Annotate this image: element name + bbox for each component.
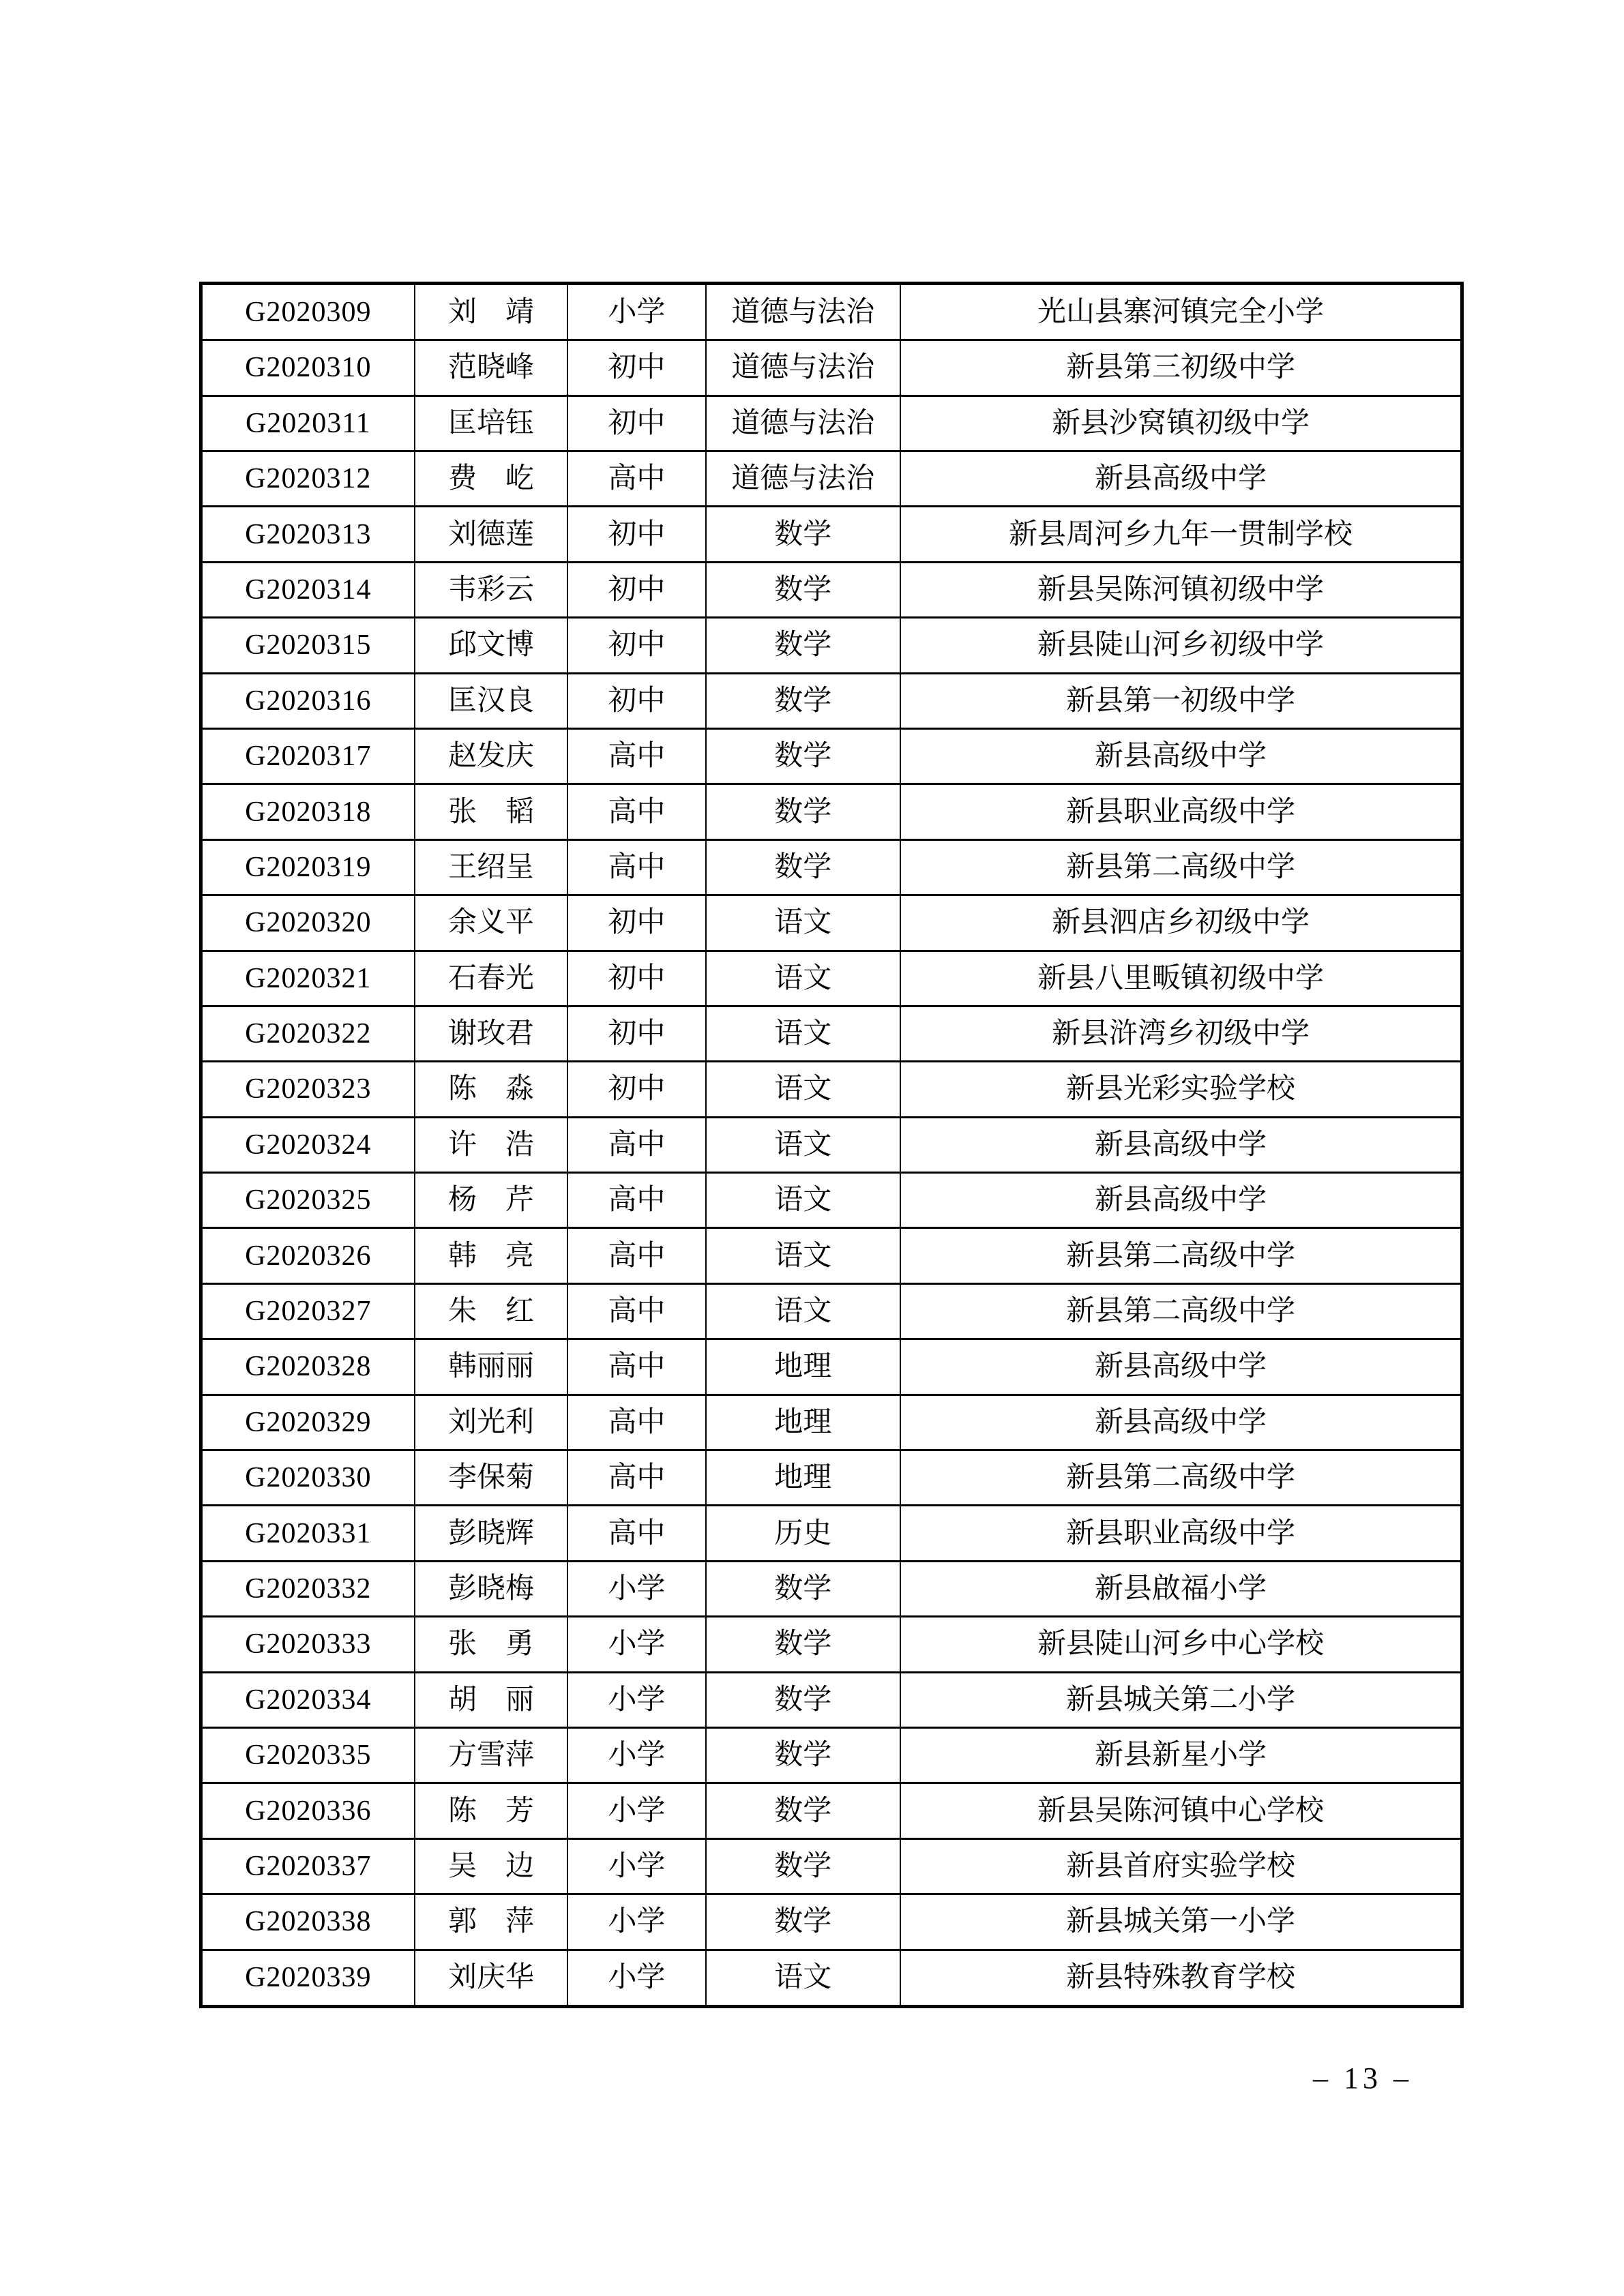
cell-teacher-id: G2020320 (201, 895, 415, 951)
cell-teacher-id: G2020322 (201, 1006, 415, 1061)
table-row (201, 340, 1462, 396)
cell-school-level: 高中 (567, 784, 705, 839)
cell-teacher-id: G2020321 (201, 951, 415, 1006)
cell-subject: 数学 (706, 1838, 900, 1894)
cell-teacher-name: 彭晓梅 (415, 1561, 567, 1616)
cell-school-name: 新县陡山河乡中心学校 (900, 1617, 1462, 1672)
table-row (201, 451, 1462, 506)
cell-school-level: 高中 (567, 1117, 705, 1172)
cell-teacher-name: 韦彩云 (415, 562, 567, 617)
cell-teacher-name: 方雪萍 (415, 1727, 567, 1783)
table-row (201, 1450, 1462, 1506)
cell-teacher-name: 谢玫君 (415, 1006, 567, 1061)
cell-subject: 语文 (706, 895, 900, 951)
cell-school-name: 新县首府实验学校 (900, 1838, 1462, 1894)
cell-school-level: 高中 (567, 1283, 705, 1339)
cell-teacher-name: 胡 丽 (415, 1672, 567, 1727)
cell-teacher-name: 刘 靖 (415, 284, 567, 340)
cell-school-level: 小学 (567, 1561, 705, 1616)
cell-teacher-name: 范晓峰 (415, 340, 567, 396)
cell-subject: 语文 (706, 951, 900, 1006)
cell-teacher-name: 余义平 (415, 895, 567, 951)
cell-subject: 地理 (706, 1395, 900, 1450)
cell-teacher-id: G2020332 (201, 1561, 415, 1616)
cell-subject: 数学 (706, 728, 900, 784)
cell-school-name: 新县高级中学 (900, 728, 1462, 784)
cell-teacher-id: G2020314 (201, 562, 415, 617)
table-row (201, 1283, 1462, 1339)
cell-subject: 语文 (706, 1950, 900, 2006)
cell-teacher-id: G2020318 (201, 784, 415, 839)
table-row (201, 1783, 1462, 1838)
table-row (201, 728, 1462, 784)
teacher-roster-table-wrap (199, 282, 1464, 2008)
cell-teacher-id: G2020317 (201, 728, 415, 784)
cell-teacher-id: G2020324 (201, 1117, 415, 1172)
table-row (201, 1006, 1462, 1061)
cell-teacher-id: G2020333 (201, 1617, 415, 1672)
table-row (201, 1062, 1462, 1117)
cell-school-name: 新县浒湾乡初级中学 (900, 1006, 1462, 1061)
cell-school-name: 新县吴陈河镇初级中学 (900, 562, 1462, 617)
cell-subject: 数学 (706, 1672, 900, 1727)
cell-subject: 语文 (706, 1062, 900, 1117)
cell-subject: 历史 (706, 1506, 900, 1561)
cell-school-level: 初中 (567, 1062, 705, 1117)
table-row (201, 839, 1462, 895)
cell-teacher-id: G2020309 (201, 284, 415, 340)
cell-school-name: 新县八里畈镇初级中学 (900, 951, 1462, 1006)
cell-school-name: 新县城关第二小学 (900, 1672, 1462, 1727)
cell-teacher-name: 匡培钰 (415, 396, 567, 451)
cell-teacher-name: 韩丽丽 (415, 1339, 567, 1395)
table-body (201, 284, 1462, 2007)
cell-teacher-id: G2020313 (201, 507, 415, 562)
cell-teacher-name: 张 勇 (415, 1617, 567, 1672)
table-row (201, 1617, 1462, 1672)
teacher-roster-table (199, 282, 1464, 2008)
table-row (201, 1173, 1462, 1228)
table-row (201, 1838, 1462, 1894)
cell-school-level: 高中 (567, 1450, 705, 1506)
table-row (201, 1506, 1462, 1561)
cell-subject: 语文 (706, 1117, 900, 1172)
table-row (201, 1117, 1462, 1172)
cell-teacher-id: G2020331 (201, 1506, 415, 1561)
cell-subject: 语文 (706, 1173, 900, 1228)
cell-teacher-id: G2020336 (201, 1783, 415, 1838)
cell-teacher-id: G2020339 (201, 1950, 415, 2006)
cell-teacher-name: 吴 边 (415, 1838, 567, 1894)
cell-school-level: 初中 (567, 951, 705, 1006)
cell-school-name: 新县周河乡九年一贯制学校 (900, 507, 1462, 562)
cell-teacher-id: G2020328 (201, 1339, 415, 1395)
cell-subject: 数学 (706, 507, 900, 562)
table-row (201, 1228, 1462, 1283)
cell-teacher-name: 王绍呈 (415, 839, 567, 895)
cell-subject: 语文 (706, 1006, 900, 1061)
cell-school-name: 新县高级中学 (900, 1339, 1462, 1395)
cell-school-level: 初中 (567, 1006, 705, 1061)
cell-school-name: 新县新星小学 (900, 1727, 1462, 1783)
cell-school-level: 小学 (567, 1783, 705, 1838)
table-row (201, 1727, 1462, 1783)
cell-school-name: 新县陡山河乡初级中学 (900, 618, 1462, 673)
cell-school-level: 高中 (567, 1395, 705, 1450)
cell-school-level: 初中 (567, 507, 705, 562)
cell-teacher-name: 费 屹 (415, 451, 567, 506)
cell-subject: 数学 (706, 839, 900, 895)
cell-school-level: 高中 (567, 1339, 705, 1395)
cell-school-name: 新县第二高级中学 (900, 839, 1462, 895)
table-row (201, 618, 1462, 673)
cell-school-name: 新县高级中学 (900, 451, 1462, 506)
cell-school-name: 新县高级中学 (900, 1395, 1462, 1450)
cell-teacher-id: G2020315 (201, 618, 415, 673)
cell-school-level: 高中 (567, 839, 705, 895)
cell-school-name: 新县第三初级中学 (900, 340, 1462, 396)
cell-subject: 语文 (706, 1228, 900, 1283)
cell-teacher-id: G2020316 (201, 673, 415, 728)
cell-teacher-name: 韩 亮 (415, 1228, 567, 1283)
cell-school-name: 新县第二高级中学 (900, 1228, 1462, 1283)
cell-school-name: 新县啟福小学 (900, 1561, 1462, 1616)
table-row (201, 1395, 1462, 1450)
cell-teacher-id: G2020327 (201, 1283, 415, 1339)
cell-teacher-name: 许 浩 (415, 1117, 567, 1172)
cell-school-level: 初中 (567, 340, 705, 396)
cell-school-name: 新县吴陈河镇中心学校 (900, 1783, 1462, 1838)
page-number: – 13 – (1313, 2061, 1413, 2095)
cell-school-name: 新县职业高级中学 (900, 1506, 1462, 1561)
table-row (201, 1894, 1462, 1950)
cell-teacher-name: 石春光 (415, 951, 567, 1006)
cell-teacher-id: G2020335 (201, 1727, 415, 1783)
table-row (201, 951, 1462, 1006)
cell-school-level: 小学 (567, 1950, 705, 2006)
cell-subject: 数学 (706, 1561, 900, 1616)
cell-subject: 地理 (706, 1339, 900, 1395)
cell-school-level: 小学 (567, 1617, 705, 1672)
cell-school-level: 初中 (567, 895, 705, 951)
cell-school-name: 光山县寨河镇完全小学 (900, 284, 1462, 340)
cell-teacher-id: G2020323 (201, 1062, 415, 1117)
cell-school-name: 新县高级中学 (900, 1173, 1462, 1228)
cell-school-name: 新县泗店乡初级中学 (900, 895, 1462, 951)
cell-subject: 道德与法治 (706, 396, 900, 451)
cell-school-level: 初中 (567, 618, 705, 673)
cell-subject: 道德与法治 (706, 284, 900, 340)
cell-teacher-name: 邱文博 (415, 618, 567, 673)
cell-school-name: 新县特殊教育学校 (900, 1950, 1462, 2006)
cell-teacher-name: 刘光利 (415, 1395, 567, 1450)
cell-school-level: 高中 (567, 1173, 705, 1228)
cell-teacher-name: 张 韬 (415, 784, 567, 839)
cell-subject: 数学 (706, 1894, 900, 1950)
cell-teacher-name: 刘庆华 (415, 1950, 567, 2006)
cell-teacher-id: G2020326 (201, 1228, 415, 1283)
cell-school-name: 新县光彩实验学校 (900, 1062, 1462, 1117)
cell-subject: 数学 (706, 784, 900, 839)
cell-teacher-name: 陈 芳 (415, 1783, 567, 1838)
cell-teacher-id: G2020311 (201, 396, 415, 451)
cell-school-name: 新县沙窝镇初级中学 (900, 396, 1462, 451)
cell-teacher-id: G2020338 (201, 1894, 415, 1950)
cell-school-level: 初中 (567, 673, 705, 728)
cell-teacher-id: G2020337 (201, 1838, 415, 1894)
table-row (201, 1339, 1462, 1395)
cell-school-level: 高中 (567, 728, 705, 784)
cell-teacher-name: 陈 淼 (415, 1062, 567, 1117)
cell-school-level: 小学 (567, 1894, 705, 1950)
cell-school-level: 初中 (567, 562, 705, 617)
cell-subject: 数学 (706, 1783, 900, 1838)
table-row (201, 784, 1462, 839)
cell-school-level: 高中 (567, 451, 705, 506)
cell-subject: 数学 (706, 1727, 900, 1783)
cell-school-level: 高中 (567, 1506, 705, 1561)
table-row (201, 1672, 1462, 1727)
cell-teacher-name: 李保菊 (415, 1450, 567, 1506)
cell-teacher-name: 赵发庆 (415, 728, 567, 784)
cell-teacher-id: G2020334 (201, 1672, 415, 1727)
cell-teacher-name: 杨 芹 (415, 1173, 567, 1228)
table-row (201, 284, 1462, 340)
cell-teacher-id: G2020330 (201, 1450, 415, 1506)
cell-subject: 道德与法治 (706, 451, 900, 506)
table-row (201, 1950, 1462, 2006)
table-row (201, 396, 1462, 451)
cell-school-name: 新县第二高级中学 (900, 1283, 1462, 1339)
cell-subject: 数学 (706, 1617, 900, 1672)
cell-subject: 数学 (706, 673, 900, 728)
cell-school-level: 初中 (567, 396, 705, 451)
cell-school-level: 小学 (567, 1672, 705, 1727)
cell-school-name: 新县高级中学 (900, 1117, 1462, 1172)
cell-teacher-id: G2020310 (201, 340, 415, 396)
cell-teacher-id: G2020319 (201, 839, 415, 895)
cell-subject: 地理 (706, 1450, 900, 1506)
cell-school-level: 高中 (567, 1228, 705, 1283)
cell-teacher-name: 朱 红 (415, 1283, 567, 1339)
cell-school-level: 小学 (567, 1727, 705, 1783)
cell-teacher-name: 匡汉良 (415, 673, 567, 728)
cell-school-name: 新县第二高级中学 (900, 1450, 1462, 1506)
cell-teacher-id: G2020329 (201, 1395, 415, 1450)
table-row (201, 895, 1462, 951)
cell-school-level: 小学 (567, 284, 705, 340)
cell-school-level: 小学 (567, 1838, 705, 1894)
cell-school-name: 新县城关第一小学 (900, 1894, 1462, 1950)
table-row (201, 673, 1462, 728)
cell-teacher-id: G2020312 (201, 451, 415, 506)
table-row (201, 1561, 1462, 1616)
cell-teacher-name: 郭 萍 (415, 1894, 567, 1950)
cell-teacher-name: 刘德莲 (415, 507, 567, 562)
cell-subject: 数学 (706, 618, 900, 673)
cell-school-name: 新县第一初级中学 (900, 673, 1462, 728)
cell-school-name: 新县职业高级中学 (900, 784, 1462, 839)
cell-subject: 数学 (706, 562, 900, 617)
cell-teacher-id: G2020325 (201, 1173, 415, 1228)
cell-subject: 语文 (706, 1283, 900, 1339)
table-row (201, 507, 1462, 562)
cell-subject: 道德与法治 (706, 340, 900, 396)
cell-teacher-name: 彭晓辉 (415, 1506, 567, 1561)
table-row (201, 562, 1462, 617)
